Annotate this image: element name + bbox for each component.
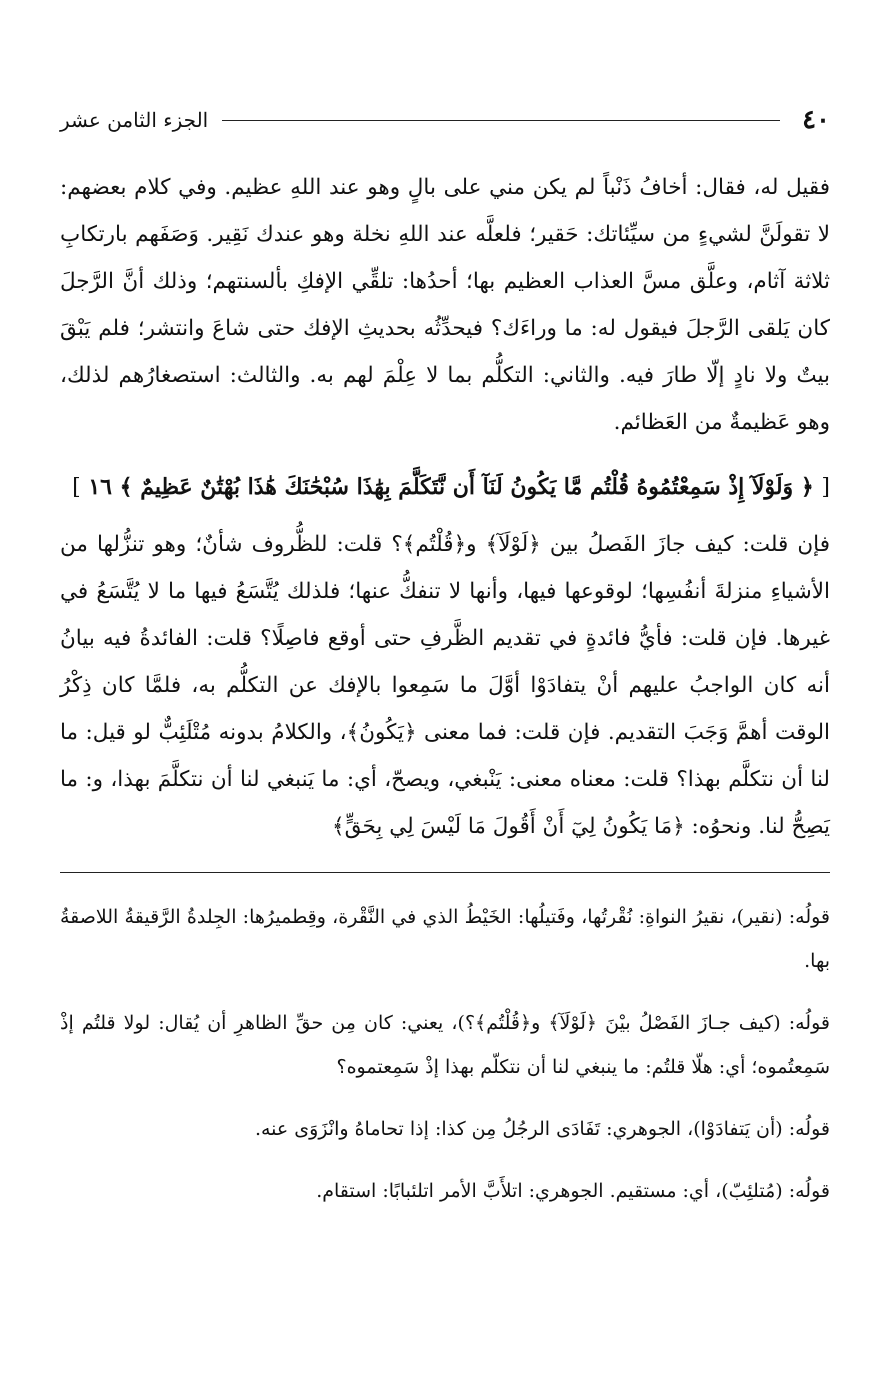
footnotes xyxy=(60,895,830,1213)
quran-verse-text: ﴿ وَلَوْلَآ إِذْ سَمِعْتُمُوهُ قُلْتُم مَّا يَكُونُ لَنَآ أَن نَّتَكَلَّمَ بِهَٰذَا سُبْحَٰنَكَ هَٰذَا بُهْتَٰنٌ عَظِيمٌ ﴾ xyxy=(119,474,814,500)
footnote: قولُه: (مُتلئِبّ)، أي: مستقيم. الجوهري: اتلأَبَّ الأمر اتلئبابًا: استقام. xyxy=(316,1180,830,1202)
header-rule xyxy=(222,120,780,121)
commentary-paragraph-1: فقيل له، فقال: أخافُ ذَنْباً لم يكن مني على بالٍ وهو عند اللهِ عظيم. وفي كلام بعضهم: لا تقولَنَّ لشيءٍ من سيِّئاتك: حَقير؛ فلعلَّه عند اللهِ نخلة وهو عندك نَقِير. وَصَفَهم بارتكابِ ثلاثة آثام، وعلَّق مسَّ العذاب العظيم بها؛ أحدُها: تلقِّي الإفكِ بألسنتهم؛ وذلك أنَّ الرَّجلَ كان يَلقى الرَّجلَ فيقول له: ما وراءَك؟ فيحدِّثُه بحديثِ الإفك حتى شاعَ وانتشر؛ فلم يَبْقَ بيتٌ ولا نادٍ إلّا طارَ فيه. والثاني: التكلُّم بما لا عِلْمَ لهم به. والثالث: استصغارُهم لذلك، وهو عَظيمةٌ من العَظائم. xyxy=(60,175,831,435)
book-page xyxy=(60,100,830,1231)
footnote: قولُه: (أن يَتفادَوْا)، الجوهري: تَفَادَى الرجُلُ مِن كذا: إذا تحاماهُ وانْزَوَى عنه. xyxy=(254,1118,830,1140)
verse-bracket-close: ] xyxy=(72,475,81,500)
footnote: قولُه: (كيف جـازَ الفَصْلُ بيْنَ ﴿لَوْلَآ﴾ و﴿قُلْتُم﴾؟)، يعني: كان مِن حقِّ الظاهرِ أن يُقال: لولا قلتُم إذْ سَمِعتُموه؛ أي: هلّا قلتُم: ما ينبغي لنا أن نتكلّم بهذا إذْ سَمِعتموه؟ xyxy=(60,1012,830,1078)
verse-number: ١٦ xyxy=(88,474,112,500)
running-header xyxy=(60,100,830,140)
footnote: قولُه: (نقير)، نقيرُ النواةِ: نُقْرتُها، وفَتيلُها: الخَيْطُ الذي في النَّقْرة، وقِطميرُها: الجِلدةُ الرَّقيقةُ اللاصقةُ بها. xyxy=(60,906,830,972)
commentary-paragraph-2: فإن قلت: كيف جازَ الفَصلُ بين ﴿لَوْلَآ﴾ و﴿قُلْتُم﴾؟ قلت: للظُّروف شأنٌ؛ وهو تنزُّلها من الأشياءِ منزلةَ أنفُسِها؛ لوقوعها فيها، وأنها لا تنفكُّ عنها؛ فلذلك يُتَّسَعُ فيها ما لا يُتَّسَعُ في غيرها. فإن قلت: فأيُّ فائدةٍ في تقديم الظَّرفِ حتى أوقع فاصِلًا؟ قلت: الفائدةُ فيه بيانُ أنه كان الواجبُ عليهم أنْ يتفادَوْا أوَّلَ ما سَمِعوا بالإفك عن التكلُّم به، فلمَّا كان ذِكْرُ الوقت أهمَّ وَجَبَ التقديم. فإن قلت: فما معنى ﴿يَكُونُ﴾، والكلامُ بدونه مُتْلَئِبٌّ لو قيل: ما لنا أن نتكلَّم بهذا؟ قلت: معناه معنى: يَنْبغي، ويصحّ، أي: ما يَنبغي لنا أن نتكلَّمَ بهذا، و: ما يَصِحُّ لنا. ونحوُه: ﴿مَا يَكُونُ لِيٓ أَنْ أَقُولَ مَا لَيْسَ لِي بِحَقٍّ﴾ xyxy=(60,532,830,839)
page-number: ٤٠ xyxy=(802,105,830,135)
footnote-separator xyxy=(60,872,830,873)
verse-bracket-open: [ xyxy=(821,475,830,500)
volume-title: الجزء الثامن عشر xyxy=(60,108,209,132)
main-text xyxy=(60,164,830,850)
quran-verse-line xyxy=(60,464,830,511)
